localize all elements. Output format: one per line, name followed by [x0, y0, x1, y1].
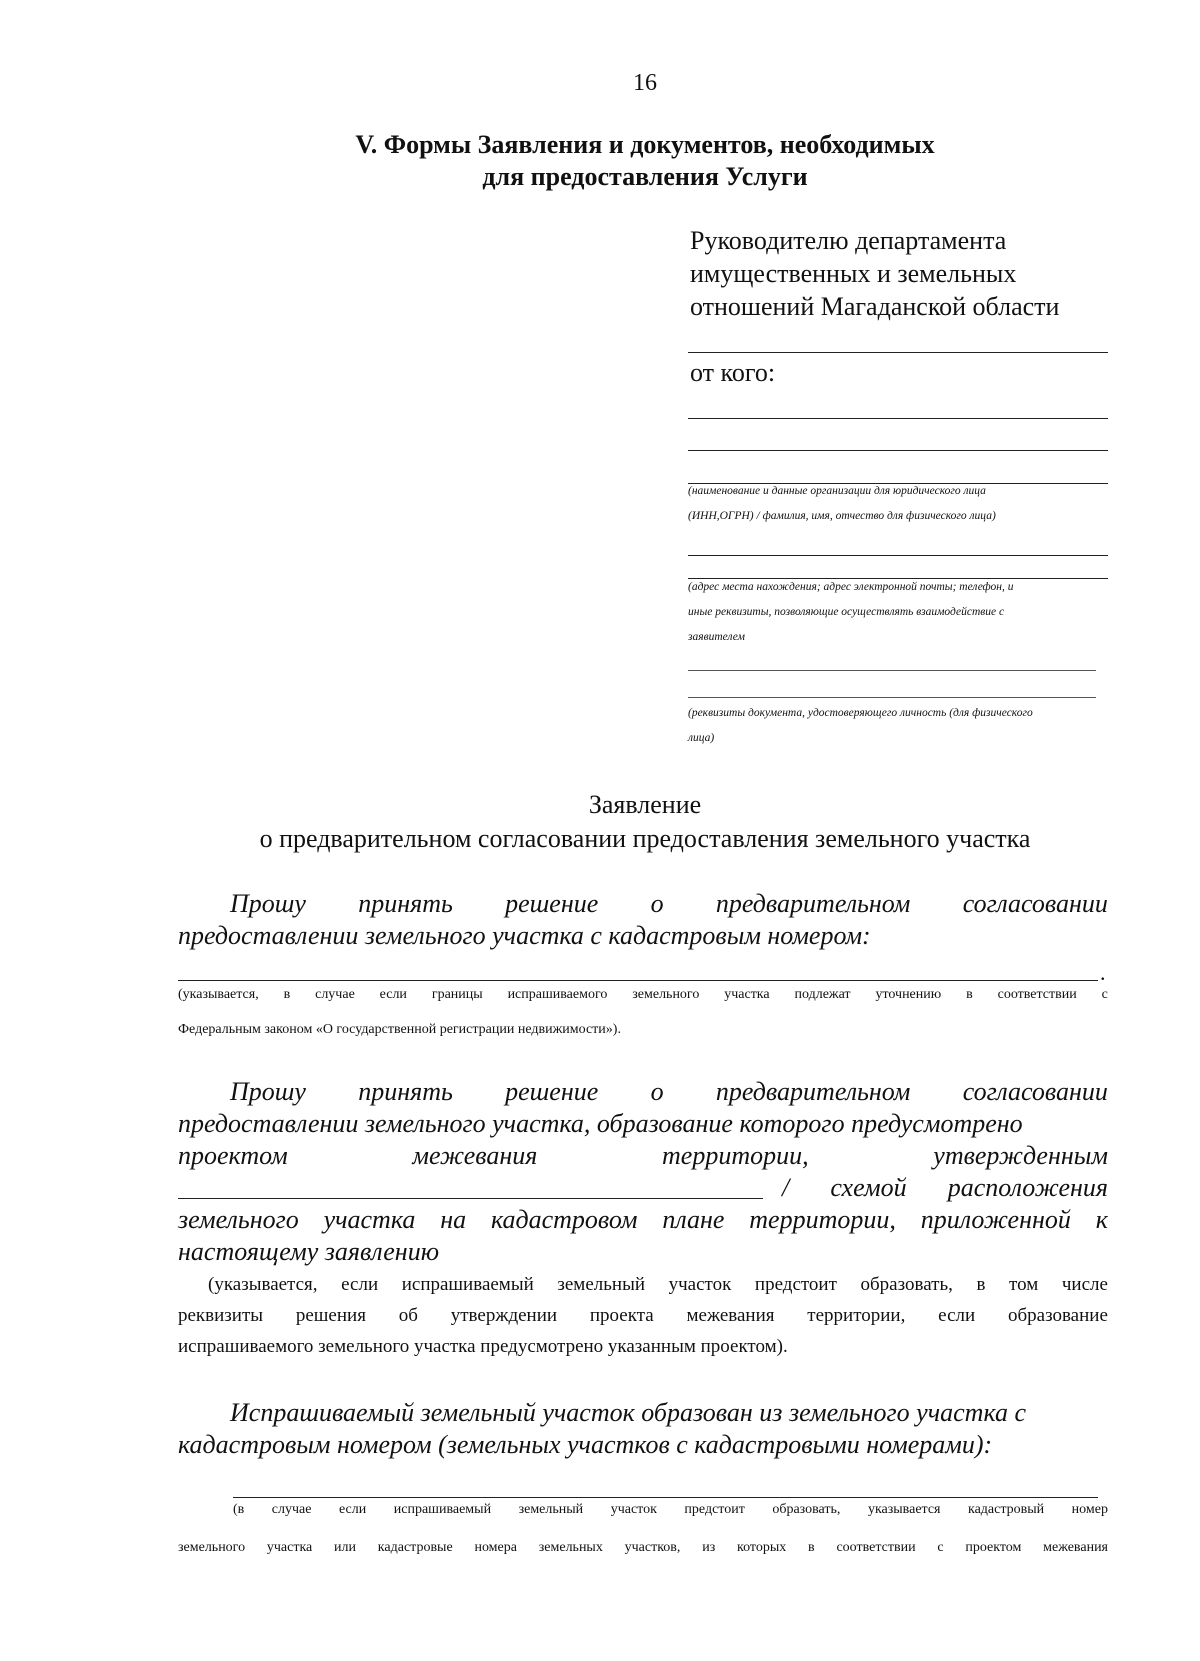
para1-line-end: .: [1100, 960, 1106, 985]
note-address-line2: иные реквизиты, позволяющие осуществлять взаимодействие с: [688, 606, 1005, 618]
addressee-line1: Руководителю департамента: [690, 226, 1007, 255]
para2-line6: настоящему заявлению: [178, 1237, 440, 1266]
note-id-doc-line1: (реквизиты документа, удостоверяющего личность (для физического: [688, 707, 1033, 719]
para2-line3: проектом межевания территории, утвержденным: [178, 1141, 1108, 1170]
id-doc-blank-line: [688, 697, 1096, 698]
para1-note-line2: Федеральным законом «О государственной регистрации недвижимости»).: [178, 1022, 621, 1037]
note-org-line2: (ИНН,ОГРН) / фамилия, имя, отчество для физического лица): [688, 510, 996, 522]
page-number: 16: [633, 70, 657, 96]
note-address-line1: (адрес места нахождения; адрес электронной почты; телефон, и: [688, 581, 1014, 593]
from-blank-line-2: [688, 450, 1108, 451]
section-title-line2: для предоставления Услуги: [482, 162, 808, 191]
para3-line2: кадастровым номером (земельных участков с кадастровыми номерами):: [178, 1430, 993, 1459]
note-address-line3: заявителем: [688, 631, 745, 643]
from-label: от кого:: [690, 358, 776, 387]
statement-subtitle: о предварительном согласовании предоставления земельного участка: [259, 824, 1031, 853]
note-org-line1: (наименование и данные организации для юридического лица: [688, 485, 986, 497]
para2-note-line2: реквизиты решения об утверждении проекта межевания территории, если образование: [178, 1305, 1108, 1326]
addressee-line3: отношений Магаданской области: [690, 292, 1060, 321]
para3-note-line2: земельного участка или кадастровые номера земельных участков, из которых в соответствии с проектом межевания: [178, 1540, 1108, 1555]
from-blank-line-1: [688, 418, 1108, 419]
addressee-line2: имущественных и земельных: [690, 259, 1017, 288]
address-blank-line-2: [688, 670, 1096, 671]
para1-line2: предоставлении земельного участка с кадастровым номером:: [178, 921, 871, 950]
para2-line5: земельного участка на кадастровом плане территории, приложенной к: [178, 1205, 1108, 1234]
parent-parcel-blank-line: [233, 1497, 1098, 1498]
address-blank-line: [688, 578, 1108, 579]
para3-note-line1: (в случае если испрашиваемый земельный участок предстоит образовать, указывается кадастровый номер: [233, 1502, 1108, 1517]
statement-title: Заявление: [588, 790, 702, 819]
para2-line2: предоставлении земельного участка, образование которого предусмотрено: [178, 1109, 1023, 1138]
section-title-line1: V. Формы Заявления и документов, необходимых: [355, 130, 935, 159]
para2-note-line3: испрашиваемого земельного участка предусмотрено указанным проектом).: [178, 1336, 788, 1357]
para2-line4: / схемой расположения: [782, 1173, 1108, 1202]
note-id-doc-line2: лица): [688, 732, 715, 744]
para2-line1: Прошу принять решение о предварительном согласовании: [230, 1077, 1108, 1106]
para3-line1: Испрашиваемый земельный участок образован из земельного участка с: [230, 1398, 1026, 1427]
project-approval-blank-line: [178, 1198, 763, 1199]
para1-line1: Прошу принять решение о предварительном согласовании: [230, 889, 1108, 918]
addressee-blank-line: [688, 352, 1108, 353]
org-blank-line: [688, 555, 1108, 556]
from-blank-line-3: [688, 483, 1108, 484]
para2-note-line1: (указывается, если испрашиваемый земельный участок предстоит образовать, в том числе: [208, 1274, 1108, 1295]
cadastral-number-blank-line: [178, 980, 1098, 981]
para1-note-line1: (указывается, в случае если границы испрашиваемого земельного участка подлежат уточнению в соответствии с: [178, 987, 1108, 1002]
